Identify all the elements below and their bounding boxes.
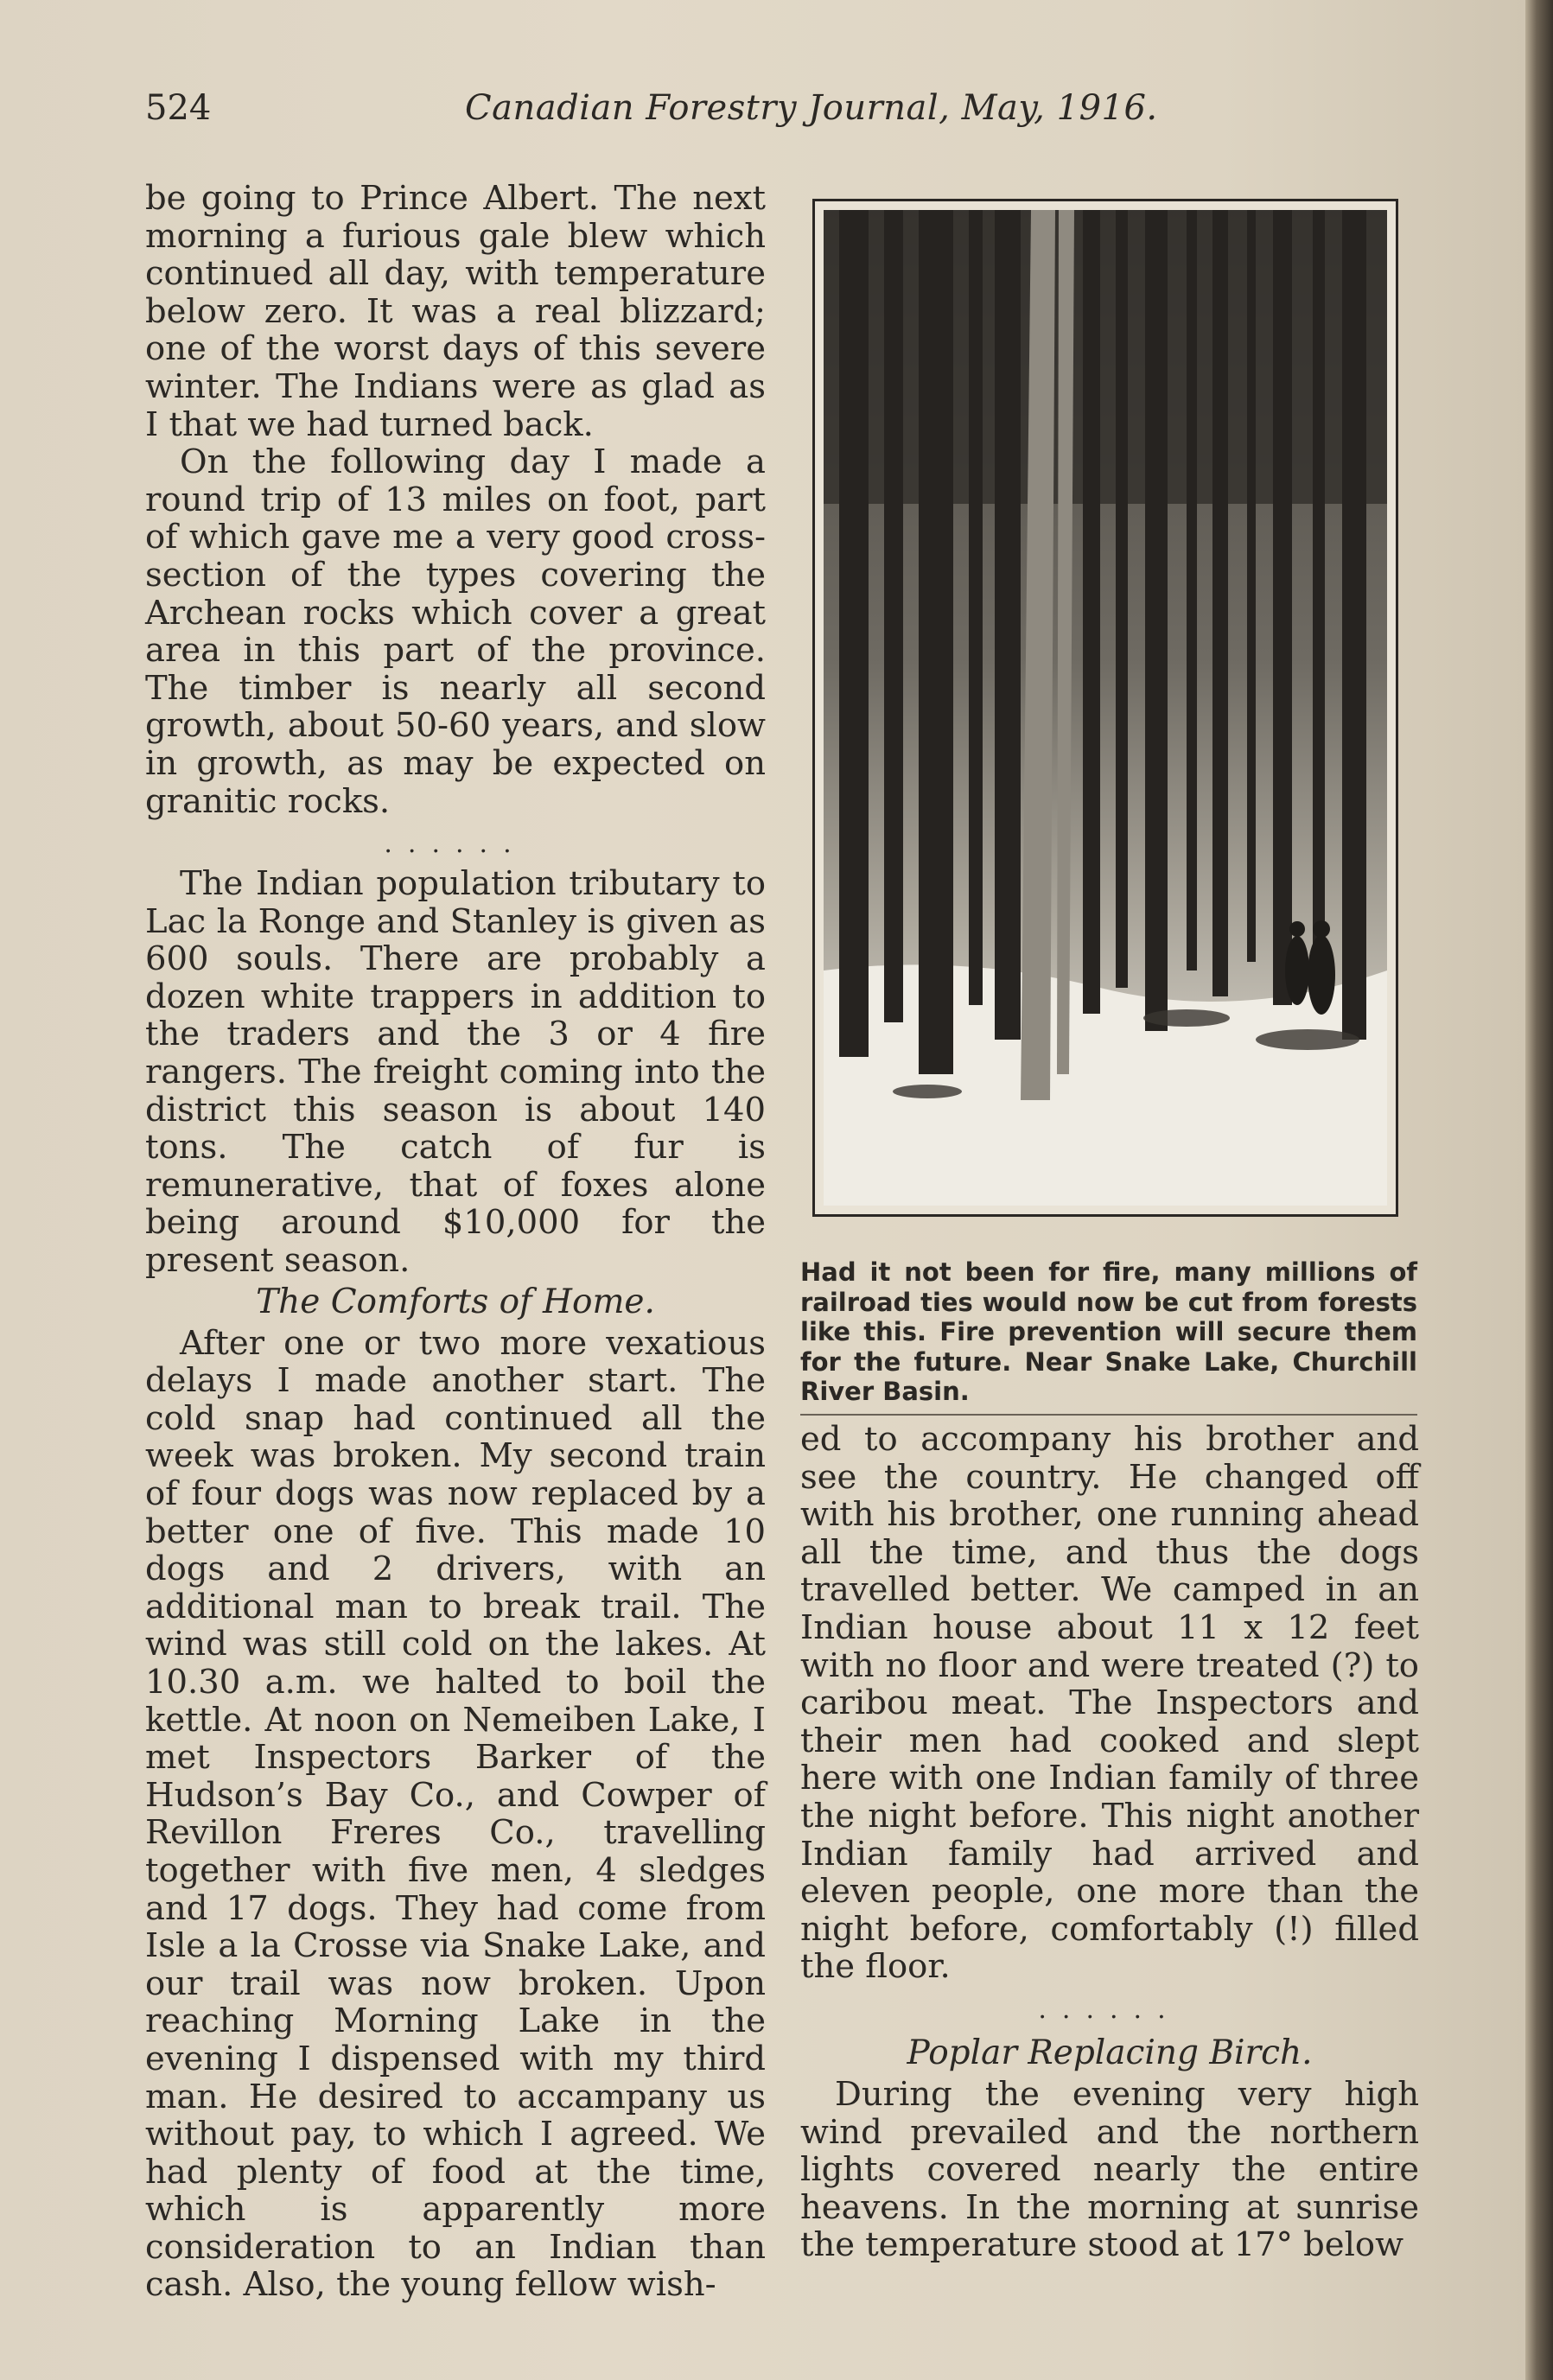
paragraph: On the following day I made a round trip of 13 miles on foot, part of which gave me a very good cross-section of the types covering the Archean rocks which cover a great area in this part of the province. The timber is nearly all second growth, about 50-60 years, and slow in growth, as may be expected on granitic rocks. bbox=[145, 442, 766, 821]
forest-photograph bbox=[812, 199, 1398, 1217]
page-header bbox=[145, 88, 1416, 140]
forest-photo-icon bbox=[824, 210, 1387, 1206]
paragraph: The Indian population tributary to Lac la Ronge and Stanley is given as 600 souls. There are probably a dozen white trappers in addition to the traders and the 3 or 4 fire rangers. The freight coming into the district this season is about 140 tons. The catch of fur is remunerative, that of foxes alone being around $10,000 for the present season. bbox=[145, 864, 766, 1281]
running-title: Canadian Forestry Journal, May, 1916. bbox=[465, 88, 1158, 128]
section-heading: The Comforts of Home. bbox=[256, 1282, 655, 1321]
left-column bbox=[145, 180, 766, 2304]
caption-divider bbox=[800, 1414, 1417, 1416]
paragraph: After one or two more vexatious delays I made another start. The cold snap had continued all the week was broken. My second train of four dogs was now replaced by a better one of five. This made 10 dogs and 2 drivers, with an additional man to break trail. The wind was still cold on the lakes. At 10.30 a.m. we halted to boil the kettle. At noon on Nemeiben Lake, I met Inspectors Barker of the Hudson’s Bay Co., and Cowper of Revillon Freres Co., travelling together with five men, 4 sledges and 17 dogs. They had come from Isle a la Crosse via Snake Lake, and our trail was now broken. Upon reaching Morning Lake in the evening I dispensed with my third man. He desired to accampany us without pay, to which I agreed. We had plenty of food at the time, which is apparently more consideration to an Indian than cash. Also, the young fellow wish- bbox=[145, 1323, 766, 2305]
paragraph: be going to Prince Albert. The next morning a furious gale blew which continued all day, with temperature below zero. It was a real blizzard; one of the worst days of this severe winter. The Indians were as glad as I that we had turned back. bbox=[145, 179, 766, 444]
section-heading: Poplar Replacing Birch. bbox=[907, 2033, 1313, 2072]
photo-caption: Had it not been for fire, many millions of railroad ties would now be cut from forests like this. Fire prevention will secure them for the future. Near Snake Lake, Churchill River Basin. bbox=[800, 1257, 1417, 1406]
page-number: 524 bbox=[145, 88, 212, 128]
right-column bbox=[800, 1421, 1419, 2264]
paragraph: ed to accompany his brother and see the country. He changed off with his brother, one running ahead all the time, and thus the dogs travelled better. We camped in an Indian house about 11 x 12 feet with no floor and were treated (?) to caribou meat. The Inspectors and their men had cooked and slept here with one Indian family of three the night before. This night another Indian family had arrived and eleven people, one more than the night before, comfortably (!) filled the floor. bbox=[800, 1420, 1419, 1987]
section-break-dots: ...... bbox=[1038, 1994, 1181, 2025]
section-break-dots: ...... bbox=[384, 829, 527, 860]
book-spine-shadow bbox=[1525, 0, 1553, 2380]
paragraph: During the evening very high wind prevailed and the northern lights covered nearly the entire heavens. In the morning at sunrise the temperature stood at 17° below bbox=[800, 2074, 1419, 2265]
